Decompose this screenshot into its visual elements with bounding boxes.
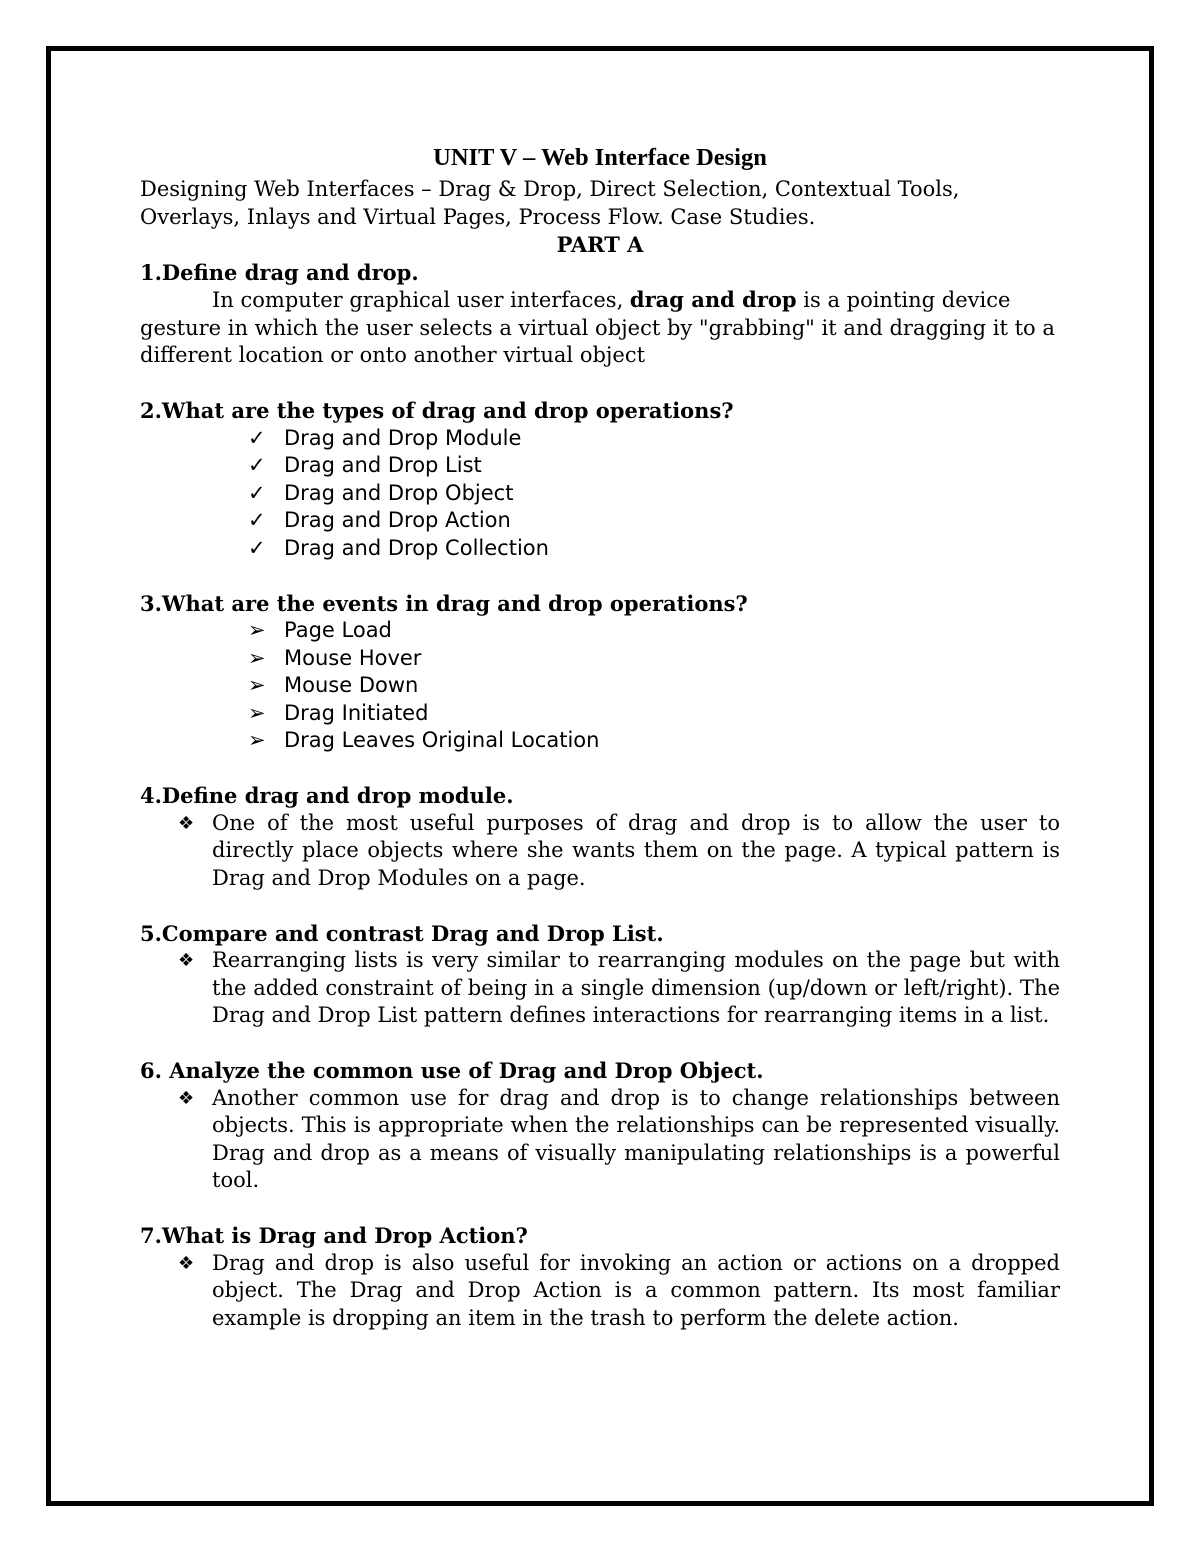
arrow-bullet-icon: ➢ (248, 673, 266, 697)
diamond-bullet-icon: ❖ (178, 812, 195, 834)
arrow-bullet-icon: ➢ (248, 645, 266, 670)
list-item-label: Drag Leaves Original Location (284, 728, 600, 752)
question-4-heading: 4.Define drag and drop module. (140, 783, 514, 808)
question-5-heading: 5.Compare and contrast Drag and Drop List. (140, 920, 664, 946)
list-item-label: Mouse Hover (284, 645, 422, 670)
checkmark-icon: ✓ (248, 453, 266, 477)
unit-title: UNIT V – Web Interface Design (433, 144, 767, 171)
checkmark-icon: ✓ (248, 508, 266, 532)
question-6-heading: 6. Analyze the common use of Drag and Drop Object. (140, 1058, 764, 1083)
unit-subtitle: Designing Web Interfaces – Drag & Drop, Direct Selection, Contextual Tools, Overlays, Inlays and Virtual Pages, Process Flow. Case Studies. (140, 177, 960, 229)
answer-text: Drag and drop is also useful for invoking an action or actions on a dropped object. The Drag and Drop Action is a common pattern. Its most familiar example is dropping an item in the trash to perform the delete action. (212, 1250, 1060, 1330)
arrow-bullet-icon: ➢ (248, 728, 266, 752)
list-item-label: Drag and Drop List (284, 453, 482, 477)
list-item (140, 727, 1060, 755)
answer-text: is a pointing device gesture in which the user selects a virtual object by "grabbing" it and dragging it to a different location or onto another virtual object (140, 288, 1055, 367)
drag-drop-types-list (140, 425, 1060, 563)
list-item (140, 480, 1060, 508)
list-item (140, 1085, 1060, 1195)
question-5-answer (140, 947, 1060, 1030)
arrow-bullet-icon: ➢ (248, 700, 266, 725)
list-item (140, 535, 1060, 563)
list-item (140, 645, 1060, 673)
list-item-label: Mouse Down (284, 673, 419, 697)
list-item-label: Drag and Drop Module (284, 425, 522, 450)
answer-text: In computer graphical user interfaces, (212, 288, 630, 312)
answer-text: Rearranging lists is very similar to rearranging modules on the page but with the added constraint of being in a single dimension (up/down or left/right). The Drag and Drop List pattern defines interactions for rearranging items in a list. (212, 948, 1060, 1027)
checkmark-icon: ✓ (248, 535, 266, 560)
list-item-label: Drag and Drop Action (284, 508, 511, 532)
diamond-bullet-icon: ❖ (178, 1252, 195, 1274)
list-item (140, 507, 1060, 535)
answer-text: One of the most useful purposes of drag and drop is to allow the user to directly place objects where she wants them on the page. A typical pattern is Drag and Drop Modules on a page. (212, 810, 1060, 890)
list-item (140, 810, 1060, 893)
checkmark-icon: ✓ (248, 480, 266, 505)
arrow-bullet-icon: ➢ (248, 618, 266, 642)
list-item-label: Page Load (284, 618, 392, 642)
question-7-heading: 7.What is Drag and Drop Action? (140, 1223, 528, 1248)
drag-drop-events-list (140, 617, 1060, 755)
answer-text: Another common use for drag and drop is to change relationships between objects. This is appropriate when the relationships can be represented visually. Drag and drop as a means of visually manipulating relationships is a powerful tool. (212, 1085, 1060, 1192)
list-item-label: Drag and Drop Object (284, 480, 514, 505)
list-item (140, 617, 1060, 645)
question-3-heading: 3.What are the events in drag and drop operations? (140, 590, 748, 616)
list-item (140, 947, 1060, 1030)
checkmark-icon: ✓ (248, 425, 266, 450)
diamond-bullet-icon: ❖ (178, 950, 195, 971)
list-item-label: Drag Initiated (284, 700, 429, 725)
list-item (140, 700, 1060, 728)
question-1-answer (140, 286, 1060, 370)
question-6-answer (140, 1085, 1060, 1195)
document-body (140, 140, 1060, 1332)
list-item (140, 672, 1060, 700)
question-2-heading: 2.What are the types of drag and drop operations? (140, 398, 734, 423)
list-item-label: Drag and Drop Collection (284, 535, 549, 560)
list-item (140, 425, 1060, 453)
list-item (140, 1250, 1060, 1333)
diamond-bullet-icon: ❖ (178, 1087, 195, 1109)
question-7-answer (140, 1250, 1060, 1333)
part-heading: PART A (556, 232, 644, 257)
question-4-answer (140, 810, 1060, 893)
question-1-heading: 1.Define drag and drop. (140, 259, 419, 285)
answer-bold-term: drag and drop (629, 287, 797, 312)
list-item (140, 452, 1060, 480)
